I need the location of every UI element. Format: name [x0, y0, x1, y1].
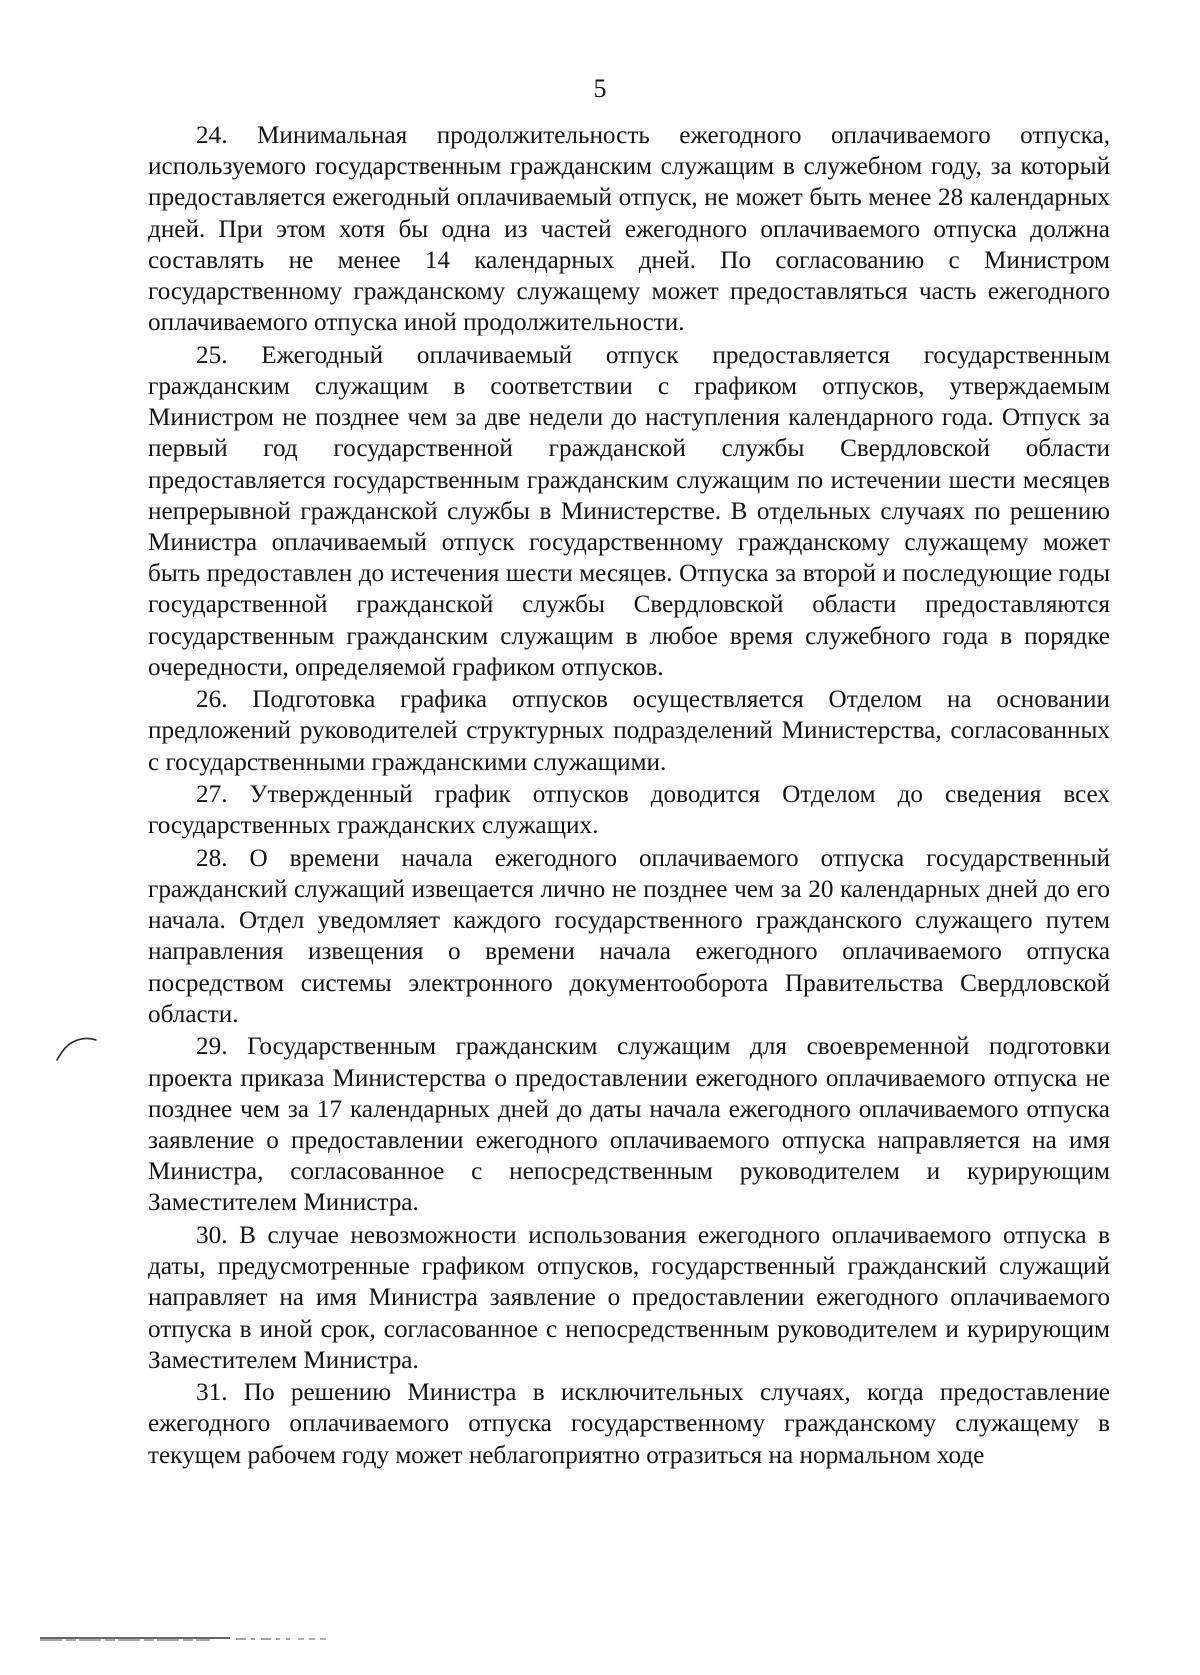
paragraph-24: 24. Минимальная продолжительность ежегодного оплачиваемого отпуска, используемого государственным гражданским служащим в служебном году, за который предоставляется ежегодный оплачиваемый отпуск, не может быть менее 28 календарных дней. При этом хотя бы одна из частей ежегодного оплачиваемого отпуска должна составлять не менее 14 календарных дней. По согласованию с Министром государственному гражданскому служащему может предоставляться часть ежегодного оплачиваемого отпуска иной продолжительности.: [148, 122, 1110, 337]
paragraph-28: 28. О времени начала ежегодного оплачиваемого отпуска государственный гражданский служащий извещается лично не позднее чем за 20 календарных дней до его начала. Отдел уведомляет каждого государственного гражданского служащего путем направления извещения о времени начала ежегодного оплачиваемого отпуска посредством системы электронного документооборота Правительства Свердловской области.: [148, 844, 1110, 1028]
page-number: 5: [593, 74, 607, 103]
scan-artifact-line: [40, 1636, 330, 1642]
paragraph-29: 29. Государственным гражданским служащим для своевременной подготовки проекта приказа Министерства о предоставлении ежегодного оплачиваемого отпуска не позднее чем за 17 календарных дней до даты начала ежегодного оплачиваемого отпуска заявление о предоставлении ежегодного оплачиваемого отпуска направляется на имя Министра, согласованное с непосредственным руководителем и курирующим Заместителем Министра.: [148, 1033, 1110, 1217]
paragraph-27: 27. Утвержденный график отпусков доводится Отделом до сведения всех государственных гражданских служащих.: [148, 781, 1110, 840]
paragraph-25: 25. Ежегодный оплачиваемый отпуск предоставляется государственным гражданским служащим в соответствии с графиком отпусков, утверждаемым Министром не позднее чем за две недели до наступления календарного года. Отпуск за первый год государственной гражданской службы Свердловской области предоставляется государственным гражданским служащим по истечении шести месяцев непрерывной гражданской службы в Министерстве. В отдельных случаях по решению Министра оплачиваемый отпуск государственному гражданскому служащему может быть предоставлен до истечения шести месяцев. Отпуска за второй и последующие годы государственной гражданской службы Свердловской области предоставляются государственным гражданским служащим в любое время служебного года в порядке очередности, определяемой графиком отпусков.: [148, 341, 1110, 681]
paragraph-31: 31. По решению Министра в исключительных случаях, когда предоставление ежегодного оплачиваемого отпуска государственному гражданскому служащему в текущем рабочем году может неблагоприятно отразиться на нормальном ходе: [148, 1379, 1110, 1469]
paragraph-30: 30. В случае невозможности использования ежегодного оплачиваемого отпуска в даты, предусмотренные графиком отпусков, государственный гражданский служащий направляет на имя Министра заявление о предоставлении ежегодного оплачиваемого отпуска в иной срок, согласованное с непосредственным руководителем и курирующим Заместителем Министра.: [148, 1221, 1110, 1374]
paragraph-26: 26. Подготовка графика отпусков осуществляется Отделом на основании предложений руководителей структурных подразделений Министерства, согласованных с государственными гражданскими служащими.: [148, 686, 1110, 776]
document-body: [148, 120, 1110, 1472]
margin-pen-mark: [54, 1034, 100, 1062]
